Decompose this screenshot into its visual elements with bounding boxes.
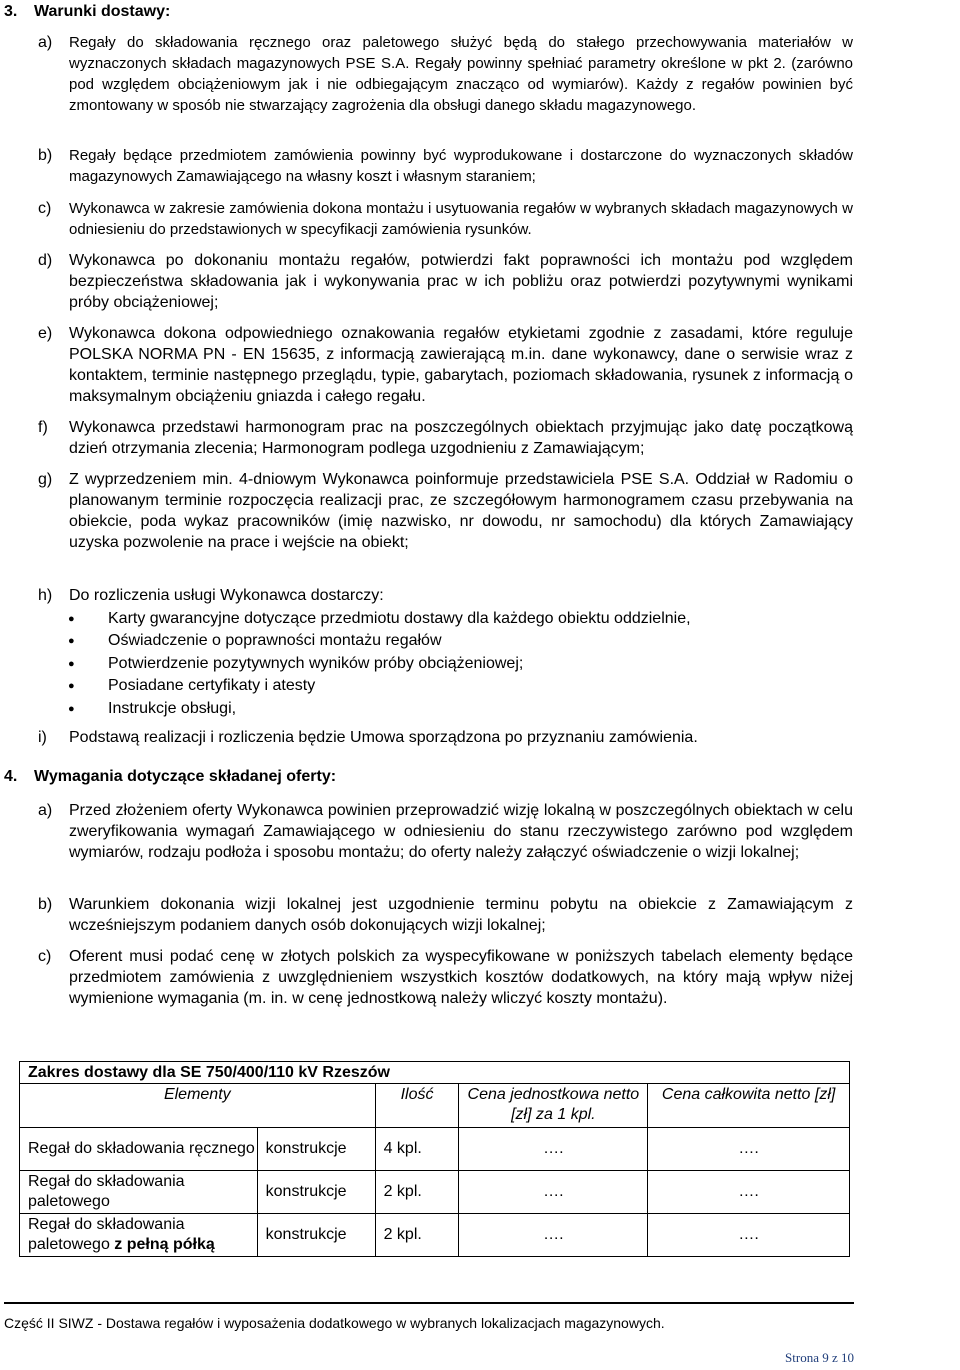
item-label: b): [38, 896, 53, 913]
item-text: Przed złożeniem oferty Wykonawca powinien przeprowadzić wizję lokalną w poszczególnych obiektach w celu zweryfikowania wymagań Zamawiającego w odniesieniu do stanu rzeczywistego zarówno pod względem wymiarów, rodzaju podłoża i sposobu montażu; do oferty należy załączyć oświadczenie o wizji lokalnej;: [69, 802, 853, 861]
item-label: a): [38, 802, 53, 819]
element-cell: [20, 1214, 258, 1257]
item-text: Regały będące przedmiotem zamówienia powinny być wyprodukowane i dostarczone do wyznaczonych składów magazynowych Zamawiającego na własny koszt i własnym staraniem;: [69, 147, 853, 185]
item-text: Warunkiem dokonania wizji lokalnej jest uzgodnienie terminu pobytu na obiekcie z Zamawiającym z wcześniejszym podaniem danych osób dokonujących wizji lokalnej;: [69, 896, 853, 934]
element-cell: [20, 1128, 258, 1171]
total-price-cell: ….: [648, 1214, 850, 1257]
list-item: ● Instrukcje obsługi,: [68, 698, 691, 720]
type-cell: konstrukcje: [257, 1171, 375, 1214]
page-number: Strona 9 z 10: [785, 1350, 854, 1365]
section-number: 3.: [4, 3, 18, 20]
unit-price-cell: ….: [459, 1214, 648, 1257]
table-caption: Zakres dostawy dla SE 750/400/110 kV Rzeszów: [20, 1062, 850, 1084]
list-item: [38, 727, 853, 748]
list-item: [38, 469, 853, 553]
list-item: [38, 323, 853, 407]
section-number: 4.: [4, 768, 18, 785]
list-item: ● Potwierdzenie pozytywnych wyników próby obciążeniowej;: [68, 653, 691, 675]
footer-divider: [4, 1302, 854, 1304]
list-item: [38, 250, 853, 313]
column-header: Ilość: [375, 1084, 459, 1128]
type-cell: konstrukcje: [257, 1214, 375, 1257]
list-item: [38, 145, 853, 187]
table-row: [20, 1171, 850, 1214]
section-4-heading: [4, 767, 336, 787]
column-header: Elementy: [20, 1084, 376, 1128]
item-label: i): [38, 729, 47, 746]
total-price-cell: ….: [648, 1171, 850, 1214]
deliverables-list: [68, 608, 691, 720]
section-title: Wymagania dotyczące składanej oferty:: [34, 768, 337, 785]
type-cell: konstrukcje: [257, 1128, 375, 1171]
item-text: Regały do składowania ręcznego oraz paletowego służyć będą do stałego przechowywania materiałów w wyznaczonych składach magazynowych PSE S.A. Regały powinny spełniać parametry określone w pkt 2. (zarówno pod względem obciążeniowym jak i nie odbiegającym znacząco od wymiarów). Każdy z regałów powinien być zmontowany w sposób nie stwarzający zagrożenia dla obsługi danego składu magazynowego.: [69, 34, 853, 114]
item-text: Wykonawca dokona odpowiedniego oznakowania regałów etykietami zgodnie z zasadami, które reguluje POLSKA NORMA PN - EN 15635, z informacją zawierającą m.in. dane wykonawcy, dane o serwisie wraz z kontaktem, terminie następnego przeglądu, typie, gabarytach, poziomach składowania, rysunek z informacją o maksymalnym obciążeniu gniazda i całego regału.: [69, 325, 853, 405]
item-label: g): [38, 471, 53, 488]
list-item: [38, 946, 853, 1009]
item-label: c): [38, 200, 52, 217]
item-text: Wykonawca w zakresie zamówienia dokona montażu i usytuowania regałów w wybranych składach magazynowych w odniesieniu do przedstawionych w specyfikacji zamówienia rysunków.: [69, 200, 853, 238]
item-label: d): [38, 252, 53, 269]
unit-price-cell: ….: [459, 1128, 648, 1171]
list-item: [38, 198, 853, 240]
section-3-heading: [4, 2, 170, 22]
item-label: e): [38, 325, 53, 342]
column-header: Cena jednostkowa netto [zł] za 1 kpl.: [459, 1084, 648, 1128]
element-cell: [20, 1171, 258, 1214]
item-label: f): [38, 419, 48, 436]
quantity-cell: 2 kpl.: [375, 1214, 459, 1257]
element-name: Regał do składowania ręcznego: [28, 1140, 255, 1157]
item-text: Z wyprzedzeniem min. 4-dniowym Wykonawca poinformuje przedstawiciela PSE S.A. Oddział w Radomiu o planowanym terminie rozpoczęcia realizacji prac, ze szczegółowym harmonogramem czasu przebywania na obiekcie, poda wykaz pracowników (imię nazwisko, nr dowodu, nr samochodu) dla których Zamawiający uzyska pozwolenie na prace i wejście na obiekt;: [69, 471, 853, 551]
list-item: [38, 894, 853, 936]
list-item: ● Karty gwarancyjne dotyczące przedmiotu dostawy dla każdego obiektu oddzielnie,: [68, 608, 691, 630]
item-text: Do rozliczenia usługi Wykonawca dostarczy:: [69, 587, 384, 604]
element-name: Regał do składowania paletowego: [28, 1216, 185, 1253]
quantity-cell: 4 kpl.: [375, 1128, 459, 1171]
list-item: [38, 585, 853, 606]
item-text: Podstawą realizacji i rozliczenia będzie Umowa sporządzona po przyznaniu zamówienia.: [69, 729, 698, 746]
unit-price-cell: ….: [459, 1171, 648, 1214]
quantity-cell: 2 kpl.: [375, 1171, 459, 1214]
item-text: Wykonawca po dokonaniu montażu regałów, potwierdzi fakt poprawności ich montażu pod względem bezpieczeństwa składowania jak i wykonywania prac w ich pobliżu oraz potwierdzi pozytywnymi wynikami próby obciążeniowej;: [69, 252, 853, 311]
column-header: Cena całkowita netto [zł]: [648, 1084, 850, 1128]
list-item: ● Oświadczenie o poprawności montażu regałów: [68, 630, 691, 652]
item-label: c): [38, 948, 52, 965]
item-text: Oferent musi podać cenę w złotych polskich za wyspecyfikowane w poniższych tabelach elementy będące przedmiotem zamówienia z uwzględnieniem wszystkich kosztów dodatkowych, na który mają wpływ niżej wymienione wymagania (m. in. w cenę jednostkową należy wliczyć koszty montażu).: [69, 948, 853, 1007]
footer-text: Część II SIWZ - Dostawa regałów i wyposażenia dodatkowego w wybranych lokalizacjach magazynowych.: [4, 1315, 665, 1331]
item-text: Wykonawca przedstawi harmonogram prac na poszczególnych obiektach przyjmując jako datę początkową dzień otrzymania zlecenia; Harmonogram podlega uzgodnieniu z Zamawiającym;: [69, 419, 853, 457]
item-label: h): [38, 587, 53, 604]
list-item: [38, 32, 853, 116]
total-price-cell: ….: [648, 1128, 850, 1171]
item-label: a): [38, 34, 53, 51]
delivery-scope-table: [19, 1061, 850, 1257]
list-item: [38, 800, 853, 863]
table-row: [20, 1214, 850, 1257]
table-row: [20, 1128, 850, 1171]
item-label: b): [38, 147, 53, 164]
element-name-emphasis: z pełną półką: [114, 1236, 215, 1253]
element-name: Regał do składowania paletowego: [28, 1173, 185, 1210]
list-item: [38, 417, 853, 459]
section-title: Warunki dostawy:: [34, 3, 171, 20]
list-item: ● Posiadane certyfikaty i atesty: [68, 675, 691, 697]
